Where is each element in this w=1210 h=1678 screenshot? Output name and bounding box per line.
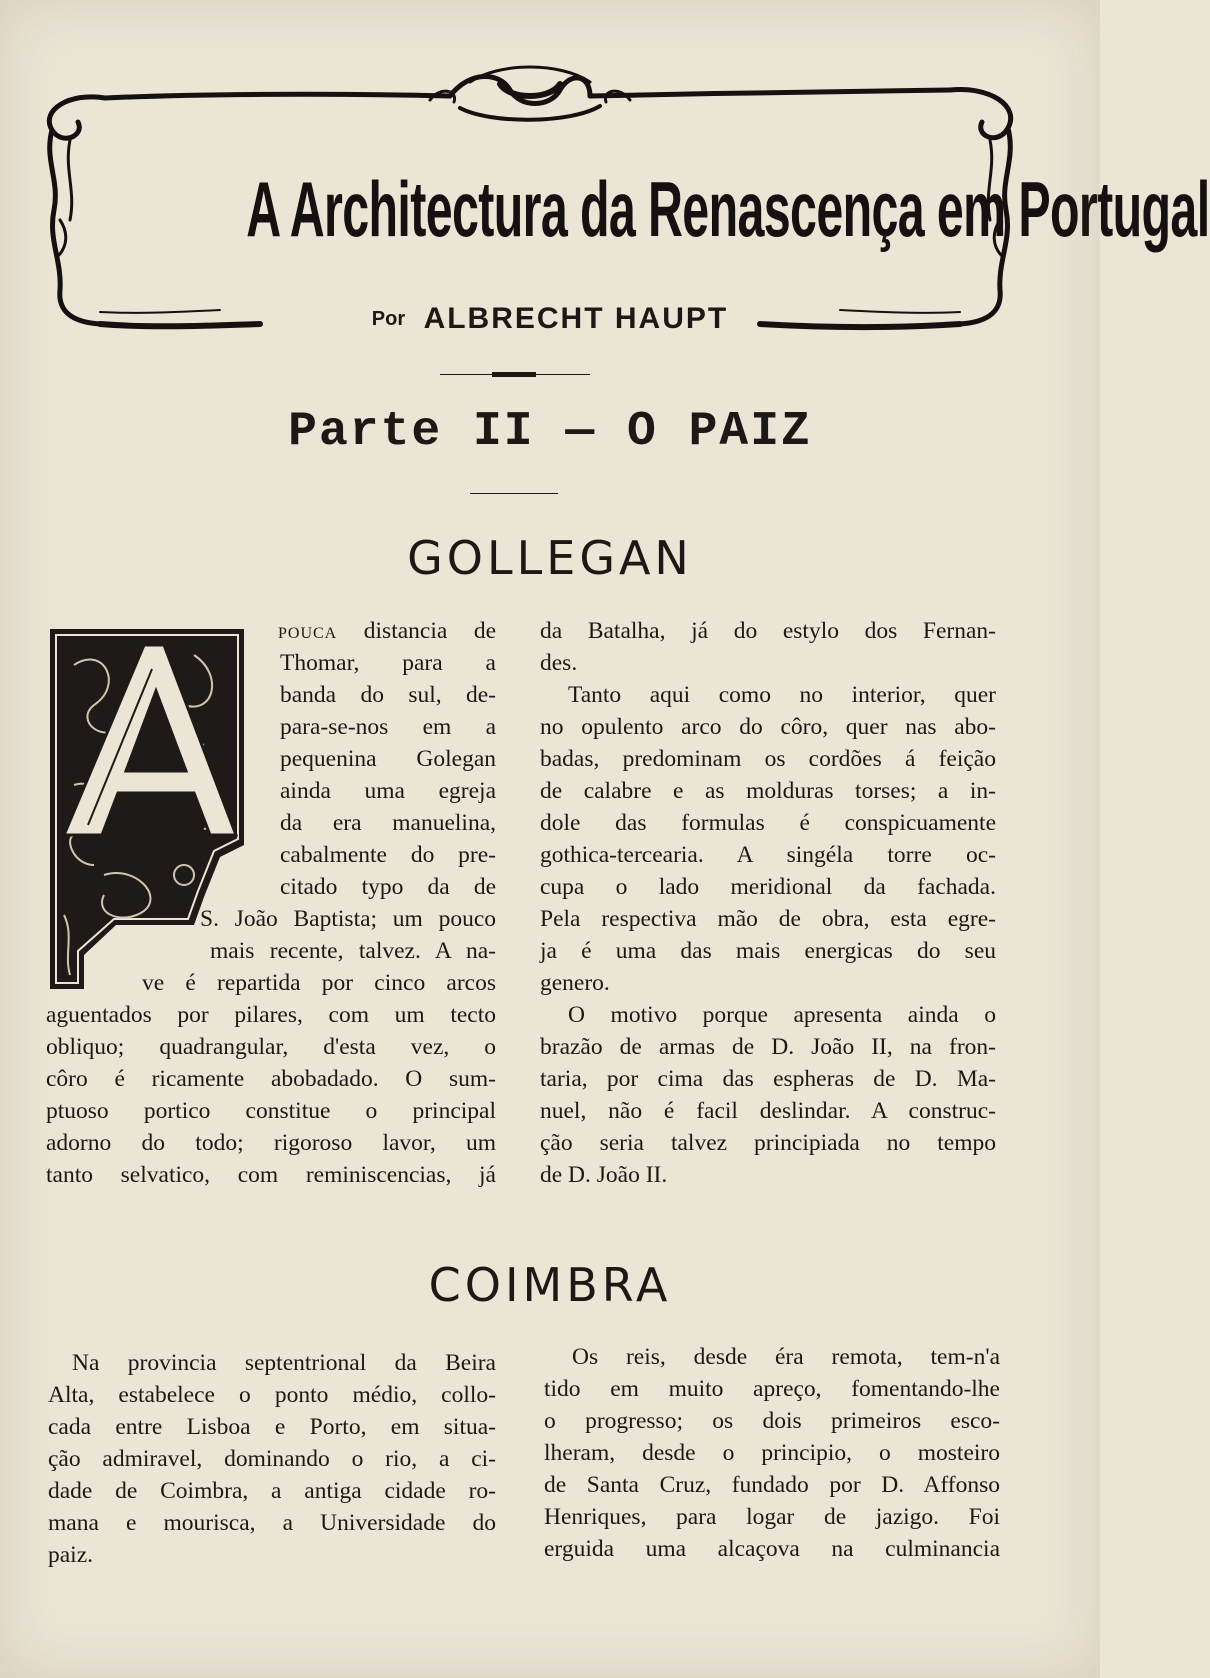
text-line: tido em muito apreço, fomentando-lhe (544, 1376, 1000, 1402)
text-line: ja é uma das mais energicas do seu (540, 938, 996, 964)
text-line: de D. João II. (540, 1162, 668, 1188)
text-line: tanto selvatico, com reminiscencias, já (46, 1162, 496, 1188)
text-line: Alta, estabelece o ponto médio, collo- (48, 1382, 496, 1408)
text-line: cupa o lado meridional da fachada. (540, 874, 996, 900)
text-line: de Santa Cruz, fundado por D. Affonso (544, 1472, 1000, 1498)
author-name: ALBRECHT HAUPT (423, 302, 729, 335)
text-line: genero. (540, 970, 610, 996)
text-line: ção seria talvez principiada no tempo (540, 1130, 996, 1156)
text-line: pequenina Golegan (280, 746, 496, 772)
text-line: para-se-nos em a (280, 714, 496, 740)
text-line: pouca distancia de (278, 618, 496, 644)
text-line: adorno do todo; rigoroso lavor, um (46, 1130, 496, 1156)
text-line: ve é repartida por cinco arcos (142, 970, 496, 996)
text-line: dole das formulas é conspicuamente (540, 810, 996, 836)
text-line: S. João Baptista; um pouco (200, 906, 496, 932)
text-line: mais recente, talvez. A na- (210, 938, 496, 964)
divider-rule (470, 493, 558, 494)
text-line: banda do sul, de- (280, 682, 496, 708)
first-word: pouca (278, 618, 338, 644)
section-title-coimbra: COIMBRA (428, 1258, 672, 1312)
text-line: obliquo; quadrangular, d'esta vez, o (46, 1034, 496, 1060)
text-line: no opulento arco do côro, quer nas abo- (540, 714, 996, 740)
text-line: aguentados por pilares, com um tecto (46, 1002, 496, 1028)
text-line: ptuoso portico constitue o principal (46, 1098, 496, 1124)
text-line: côro é ricamente abobadado. O sum- (46, 1066, 496, 1092)
text-line: paiz. (48, 1542, 94, 1568)
text-line: O motivo porque apresenta ainda o (568, 1002, 996, 1028)
byline-prefix: Por (371, 307, 406, 330)
text-line: ainda uma egreja (280, 778, 496, 804)
text-line: erguida uma alcaçova na culminancia (544, 1536, 1000, 1562)
section-title-gollegan: GOLLEGAN (407, 531, 693, 585)
text-line: da era manuelina, (280, 810, 496, 836)
text-line: cabalmente do pre- (280, 842, 496, 868)
text-line: lheram, desde o principio, o mosteiro (544, 1440, 1000, 1466)
text-line: des. (540, 650, 578, 676)
article-title: A Architectura da Renascença em Portugal (246, 165, 1210, 253)
text-line: Tanto aqui como no interior, quer (568, 682, 996, 708)
text-line: da Batalha, já do estylo dos Fernan- (540, 618, 996, 644)
byline (0, 302, 1100, 336)
text-line: gothica-tercearia. A singéla torre oc- (540, 842, 996, 868)
text-line: o progresso; os dois primeiros esco- (544, 1408, 1000, 1434)
text-line: de calabre e as molduras torses; a in- (540, 778, 996, 804)
text-line: Henriques, para logar de jazigo. Foi (544, 1504, 1000, 1530)
text-line: ção admiravel, dominando o rio, a ci- (48, 1446, 496, 1472)
text-line: Na provincia septentrional da Beira (72, 1350, 496, 1376)
text-line: taria, por cima das espheras de D. Ma- (540, 1066, 996, 1092)
text-line: brazão de armas de D. João II, na fron- (540, 1034, 996, 1060)
part-title: Parte II — O PAIZ (288, 405, 812, 459)
text-line: nuel, não é facil deslindar. A construc- (540, 1098, 996, 1124)
text-line: cada entre Lisboa e Porto, em situa- (48, 1414, 496, 1440)
text-line: Thomar, para a (280, 650, 496, 676)
divider-rule-accent (492, 372, 536, 377)
text-line: citado typo da de (280, 874, 496, 900)
text-line: badas, predominam os cordões á feição (540, 746, 996, 772)
text-line: dade de Coimbra, a antiga cidade ro- (48, 1478, 496, 1504)
text-line: Pela respectiva mão de obra, esta egre- (540, 906, 996, 932)
text-line: mana e mourisca, a Universidade do (48, 1510, 496, 1536)
text-line: Os reis, desde éra remota, tem-n'a (572, 1344, 1000, 1370)
